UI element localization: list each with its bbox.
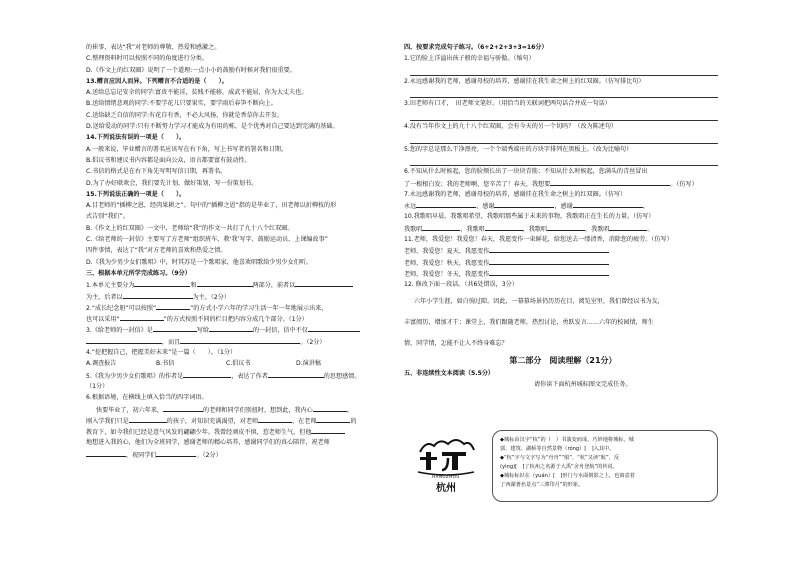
blank[interactable] [489, 268, 609, 276]
q6-text: ，在老师 [292, 417, 317, 425]
logo-pinyin: HANGZHOU [432, 474, 460, 479]
option-a: A.送给总忘记安全的同学:富贵不能淫，贫贱不能移，威武不能屈，你为大丈夫也。 [86, 89, 308, 97]
option-d[interactable]: D.演讲稿 [296, 360, 321, 368]
q6-text: ，祝同学们 [126, 451, 157, 459]
blank[interactable] [123, 291, 193, 299]
info-line: 郭、建筑、湖桥等自然景物（róng）[ ]入其中。 [500, 446, 615, 452]
q6-text: 的孩子，对知识充满渴望，对老师 [166, 417, 259, 425]
option-b: B.送给情绪悲观的同学:不要学花儿只要果实，要学雨后春笋不断向上。 [86, 100, 277, 108]
fill-q1 [86, 279, 386, 290]
sentence-7: 7.永远感谢我的老师，感谢母校的培养，感谢挂在我生命之树上的红双圈。（仿写） [404, 190, 627, 198]
q5-score: （1分） [86, 382, 109, 390]
essay-line: 六年小学生涯，如白驹过隙。因此，一幕幕场景仍历历在目，阅览室里，我们曾经以书为友， [414, 297, 664, 305]
answer-line[interactable] [410, 65, 718, 76]
q6-text: 教育下，如今我们已经是意气风发的翩翩少年。我曾经顽皮不慎，惹老师生气，但他 [86, 429, 312, 437]
blank[interactable] [268, 370, 324, 378]
q5-text: 5.《我为少男少女们歌唱》的作者是 [86, 372, 184, 380]
fill-q2 [86, 302, 386, 313]
essay-line: 丰富阅历，增加才干；课堂上，我们跟随老师，热烈讨论，勇跃发言……六年的校园情，师生 [404, 318, 654, 326]
sentence-1: 1.它的脸上洋溢出孩子般的幸福与骄傲。（缩句） [404, 55, 535, 63]
q3-text: ，而且 [162, 338, 181, 346]
q6-passage [86, 449, 386, 460]
s10-text: ，我歌唱 [460, 225, 485, 233]
blank[interactable] [156, 449, 196, 457]
q3-text: 写给 [196, 327, 209, 335]
s10-text: ，我歌唱 [585, 225, 610, 233]
info-line: ◆“杭”字与文字写为“舟舟”“船”，“杭”又读“航”，反 [500, 455, 620, 461]
info-line: ◆城标由汉字“杭”的（ ）书演变而成，巧妙地将城标、城 [500, 437, 634, 443]
s7-text: 。 [642, 203, 649, 211]
right-column [404, 42, 722, 390]
s7-text: 永远 [404, 203, 417, 211]
q3-text: 的一封信，信中不仅 [252, 327, 308, 335]
fill-q5 [86, 370, 386, 381]
text-line: C.整理资料时可以按照不同的角度进行分类。 [86, 55, 208, 63]
q2-text: 2.“成长纪念册”可以按照“ [86, 304, 157, 312]
section-4-title: 四、按要求完成句子练习。（6+2+2+3+3=16分） [404, 44, 548, 51]
s11-text: 老师，我爱您！秋天，我愿变作 [404, 259, 490, 267]
option-c-cont: 四件事情，表达了“我”对方老师的喜欢和热爱之情。 [86, 247, 227, 255]
s6-text: 。（仿写） [670, 180, 698, 188]
question-15: 15.下列说法正确的一项是（ ）。 [86, 190, 186, 198]
q1-text: 为主，后者以 [86, 293, 123, 301]
sentence-6-cont [404, 178, 722, 189]
fill-q3 [86, 324, 386, 335]
q6-text: 的老师和同学们别扭时，想到此，我内心 [203, 406, 313, 414]
s10-text: ，我歌唱 [522, 225, 548, 233]
q6-text: 刚入学我们只是 [86, 417, 129, 425]
blank[interactable] [86, 336, 162, 344]
blank[interactable] [180, 336, 300, 344]
blank[interactable] [86, 449, 126, 457]
s7-text: ，感谢 [476, 203, 495, 211]
s6-text: 了一根根白发；我的老师啊，您辛苦了！春天，我想要 [404, 180, 551, 188]
sentence-7-fill [404, 200, 722, 211]
sentence-12: 12. 修改下面一段话。（共6处错误，3分） [404, 281, 518, 289]
option-d: D.为了办好联欢会，我们要先计划，做好策划，写一份策划书。 [86, 179, 258, 187]
part-2-title: 第二部分 阅读理解（21分） [509, 355, 617, 365]
section-5-intro: 请你读下面杭州城标图文完成任务。 [534, 380, 632, 388]
q1-text: 两部分，前者以 [252, 282, 296, 290]
blank[interactable] [494, 200, 554, 208]
text-line: 的崔事，表达“我”对老师的尊敬、热爱和感激之。 [86, 44, 221, 51]
text-line: D.《作文上的红双圈》说明了一个道理:一点小小的鼓励有时候对我们很重要。 [86, 66, 296, 74]
info-line: (yìng)[ ]了杭州之名源于大禹“舍舟登航”的传说， [500, 464, 618, 470]
option-b: B.倡议书和建议书内容都是面向公众，语言都要富有鼓动性。 [86, 156, 251, 164]
sentence-11-row [404, 268, 722, 279]
option-b: B.《作文上的红双圈》一文中，老师给“我”的作文一共打了九十八个红双圈。 [86, 224, 294, 232]
logo-city-name: 杭州 [436, 483, 456, 494]
blank[interactable] [197, 279, 253, 287]
section-5-title: 五、非连续性文本阅读（5.5分） [404, 369, 495, 377]
blank[interactable] [416, 200, 476, 208]
q3-text: 。（2分） [300, 338, 326, 346]
left-column [86, 42, 386, 460]
blank[interactable] [308, 324, 360, 332]
sentence-3: 3.田老师有口才， 田老师文笔好。（用恰当的关联词把两句话合并成一句话） [404, 100, 611, 108]
question-4: 4.“挖把握自己，把握美好未来”是一篇（ ）。（1分） [86, 349, 237, 357]
q2-text: ”的方式小学六年的学习生活一年一年地展示出来， [190, 304, 328, 312]
blank[interactable] [129, 415, 167, 423]
answer-line[interactable] [410, 87, 718, 98]
blank[interactable] [209, 324, 253, 332]
answer-line[interactable] [410, 132, 718, 143]
info-line: ◆城标标识在（yuán）[ ]形门与水面倒影之上，也寓意着 [500, 473, 635, 479]
blank[interactable] [311, 426, 345, 434]
blank[interactable] [183, 370, 231, 378]
q6-passage [86, 426, 386, 437]
option-c: C.书信的格式是在右下角先写明写信日期，再署名。 [86, 168, 227, 176]
q4-options [86, 358, 386, 369]
blank[interactable] [422, 223, 460, 231]
blank[interactable] [258, 415, 292, 423]
sentence-2: 2.永远感谢我的老师，感谢母校的培养，感谢挂在我生命之树上的红双圈。（仿写排比句） [404, 77, 645, 85]
sentence-10-fill [404, 223, 722, 234]
s10-text: 我歌唱 [404, 225, 423, 233]
blank[interactable] [485, 223, 523, 231]
q2-text: 也可以采用“ [86, 316, 120, 324]
q5-text: 的思想感情。 [323, 372, 361, 380]
s10-text: 。 [647, 225, 654, 233]
q6-passage [86, 404, 386, 415]
s7-text: ，感谢 [554, 203, 573, 211]
info-line: 了西湖著名景点“三潭印月”的形象。 [500, 482, 584, 488]
sentence-5: 5.您的字总是那么干净漂亮，一个个端秀端庄的方块字排列在黑板上。（改为比喻句） [404, 145, 633, 153]
blank[interactable] [153, 324, 197, 332]
sentence-11: 11.老师，我爱您！我爱您！春天，我愿变作一束鲜花，给您送去一缕清香，消除您的疲劳。（仿写） [404, 236, 673, 244]
option-c: C.送给缺乏自信的同学:有花自有香，不必大风扬，你就是香草你去开发。 [86, 111, 284, 119]
q6-text: 快要毕业了，初六年来， [96, 406, 164, 414]
s11-text: 老师，我爱您！夏天，我愿变作 [404, 248, 490, 256]
s11-text: 老师，我爱您！冬天，我愿变作 [404, 270, 490, 278]
fill-q2-cont [86, 313, 386, 324]
q6-text: 。（2分） [196, 451, 222, 459]
logo-info-box [492, 430, 718, 502]
fill-q1-cont [86, 291, 386, 302]
option-a[interactable]: A.调查报告 [86, 360, 117, 368]
sentence-4: 4.没有当年作文上的九十八个红双圈，会有今天的另一个切吗？（改为陈述句） [404, 123, 618, 131]
blank[interactable] [609, 223, 647, 231]
essay-line: 情，同学情，怎能不让人不终身难忘？ [404, 339, 508, 347]
sentence-6: 6.不知从什么时候起，您的脸颊长出了一块块青筋；不知从什么时候起，您满头的青丝冒出 [404, 168, 648, 176]
q6-text: 地想进入我的心，他们为全班同学，感谢老师的精心培养，感谢同学们的真心陪伴，祝老师 [86, 439, 330, 447]
section-3-title: 三、根据本单元所学完成练习。（9分） [86, 269, 191, 277]
option-d: D.送给爱动的同学:只有不断努力学习才能成为有用的栋，是个优秀对自己要达到完满的基础。 [86, 123, 339, 131]
q1-text: 为主。（2分） [192, 293, 230, 301]
option-c[interactable]: C.倡议书 [226, 360, 251, 368]
blank[interactable] [547, 223, 585, 231]
hangzhou-city-logo [412, 430, 480, 494]
blank[interactable] [313, 404, 347, 412]
fill-q3-cont [86, 336, 386, 347]
q6-text: 。 [346, 406, 353, 414]
blank[interactable] [156, 302, 190, 310]
question-6: 6.根据语境，在横线上填入恰当的四字词语。 [86, 394, 208, 402]
answer-line[interactable] [410, 110, 718, 121]
option-a-cont: 式告别“我们”。 [86, 213, 129, 221]
q1-text: 1.本单元主要分为 [86, 282, 135, 290]
q5-text: ，表达了作者 [231, 372, 268, 380]
q6-passage [86, 415, 386, 426]
blank[interactable] [120, 313, 164, 321]
blank[interactable] [573, 200, 643, 208]
blank[interactable] [163, 404, 203, 412]
sentence-10: 10.我歌唱早晨，我歌唱希望，我歌唱那些属于未来的事物，我歌唱正在生长的力量。（仿写） [404, 213, 655, 221]
sentence-11-row [404, 245, 722, 256]
option-a: A.一般来说，毕业赠言的署名应该写在右下角，写上书写者的署名和日期。 [86, 145, 287, 153]
option-a: A.目老师的“插柳之恩，经肉果耕之”。句中的“插柳之恩”指的是毕业了，田老师以折柳枝的形 [86, 202, 337, 210]
q1-text: 和 [190, 282, 197, 290]
q3-text: 3.《给老师的一封信》是 [86, 327, 153, 335]
option-c: C.《给老师的一封信》主要写了方老师“组织班车、教‘我’写字、鼓励运动员、上课编故事” [86, 236, 328, 244]
q6-text: 的 [350, 417, 357, 425]
sentence-11-row [404, 257, 722, 268]
question-14: 14.下列说法有误的一项是（ ）。 [86, 134, 186, 142]
blank[interactable] [316, 415, 350, 423]
option-b[interactable]: B.书信 [156, 360, 175, 368]
blank[interactable] [134, 279, 190, 287]
option-d: D.《我为少男少女们歌唱》中，时其苏是一个歌唱家，他喜欢唱歌给少男少女们听。 [86, 258, 313, 266]
q2-text: ”的方式按照不同的栏目把内容分成几个部分。（1分） [163, 316, 308, 324]
blank[interactable] [550, 178, 670, 186]
blank[interactable] [295, 279, 353, 287]
blank[interactable] [489, 257, 609, 265]
answer-line[interactable] [410, 155, 718, 166]
question-13: 13.赠言应因人而异。下列赠言不合适的是（ ）。 [86, 77, 228, 85]
blank[interactable] [489, 245, 609, 253]
q6-passage [86, 437, 386, 448]
